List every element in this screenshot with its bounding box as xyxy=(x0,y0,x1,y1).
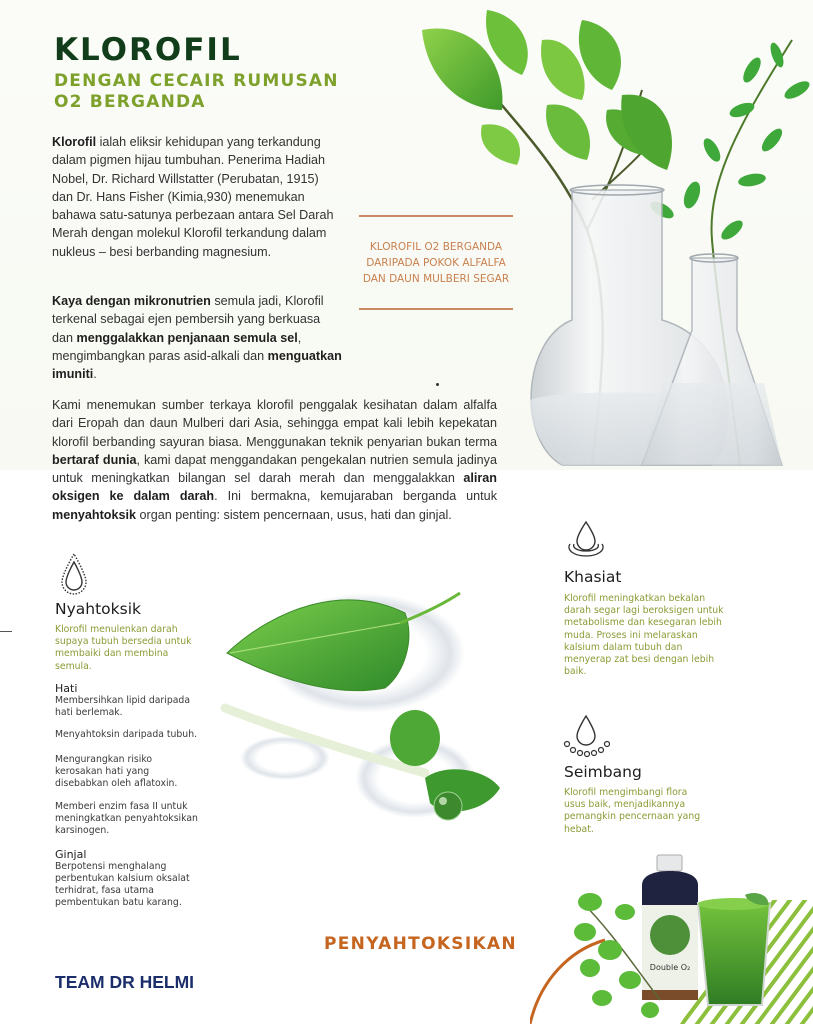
section-desc-seimbang: Klorofil mengimbangi flora usus baik, menjadikannya pemangkin pencernaan yang hebat. xyxy=(564,787,701,835)
bold-lead: Kaya dengan mikronutrien xyxy=(52,294,211,308)
paragraph-text: semula jadi, Klorofil terkenal sebagai ejen pembersih yang berkuasa dan xyxy=(52,294,324,345)
hati-item-3: Mengurangkan risiko kerosakan hati yang disebabkan oleh aflatoxin. xyxy=(55,754,178,789)
paragraph-text: , kami dapat menggandakan pengekalan nutrien semula jadinya untuk meningkatkan bilangan sel darah merah dan menggalakkan xyxy=(52,452,497,486)
water-drop-icon xyxy=(60,552,88,596)
section-title-khasiat: Khasiat xyxy=(564,568,622,586)
paragraph-text: . xyxy=(93,367,97,382)
bold-phrase: aliran oksigen ke dalam darah xyxy=(52,471,497,504)
product-bottle-juice-illustration xyxy=(530,840,813,1024)
paragraph-text: Kami menemukan sumber terkaya klorofil penggalak kesihatan dalam alfalfa dari Eropah dan daun Mulberi dari Asia, sehingga empat kali lebih kepekatan klorofil berbanding sayuran biasa. Menggunakan teknik penyarian bukan terma xyxy=(52,398,497,449)
section-title-seimbang: Seimbang xyxy=(564,763,642,781)
ginjal-text: Berpotensi menghalang perbentukan kalsium oksalat terhidrat, fasa utama pembentukan batu karang. xyxy=(55,861,190,908)
bold-phrase: menyahtoksik xyxy=(52,507,136,522)
section-desc-khasiat: Klorofil meningkatkan bekalan darah segar lagi beroksigen untuk metabolisme dan kesegaran lebih muda. Proses ini melaraskan kalsium dalam tubuh dan menyerap zat besi dengan lebih baik. xyxy=(564,593,724,678)
bold-phrase: menguatkan imuniti xyxy=(52,348,342,382)
paragraph-text: organ penting: sistem pencernaan, usus, hati dan ginjal. xyxy=(136,507,452,522)
page-title: KLOROFIL xyxy=(54,32,242,68)
subtitle-line-1: DENGAN CECAIR RUMUSAN xyxy=(54,71,339,91)
subheading-hati: Hati xyxy=(55,682,78,695)
page-subtitle xyxy=(54,71,394,113)
subtitle-line-2: O2 BERGANDA xyxy=(54,92,206,112)
team-signature: TEAM DR HELMI xyxy=(55,972,195,992)
hati-item-2: Menyahtoksin daripada tubuh. xyxy=(55,729,198,740)
left-rule xyxy=(0,631,12,632)
section-desc-nyahtoksik: Klorofil menulenkan darah supaya tubuh bersedia untuk membaiki dan membina semula. xyxy=(55,624,192,672)
intro-paragraph-1 xyxy=(52,133,342,261)
paragraph-text: , mengimbangkan paras asid-alkali dan xyxy=(52,330,302,363)
intro-paragraph-2 xyxy=(52,292,342,383)
section-title-nyahtoksik: Nyahtoksik xyxy=(55,600,141,618)
bold-lead: Klorofil xyxy=(52,135,97,149)
leaf-sprout-illustration xyxy=(215,578,515,843)
bottle-label: Double O₂ xyxy=(649,963,691,972)
subheading-ginjal: Ginjal xyxy=(55,848,87,861)
paragraph-text: . Ini bermakna, kemujaraban berganda untuk xyxy=(214,489,497,504)
hati-item-1: Membersihkan lipid daripada hati berlemak. xyxy=(55,695,191,718)
drop-balance-icon xyxy=(562,714,610,758)
plant-flask-illustration xyxy=(412,0,813,468)
drop-ripple-icon xyxy=(564,520,608,560)
hati-item-4: Memberi enzim fasa II untuk meningkatkan penyahtoksikan karsinogen. xyxy=(55,801,198,836)
paragraph-text: ialah eliksir kehidupan yang terkandung dalam pigmen hijau tumbuhan. Penerima Hadiah Nobel, Dr. Richard Willstatter (Perubatan, 1915) dan Dr. Hans Fisher (Kimia,930) menemukan bahawa satu-satunya perbezaan antara Sel Darah Merah dengan molekul Klorofil terkandung dalam nukleus – besi berbanding magnesium. xyxy=(52,135,334,259)
bold-phrase: bertaraf dunia xyxy=(52,452,137,467)
callout-text: KLOROFIL O2 BERGANDA DARIPADA POKOK ALFALFA DAN DAUN MULBERI SEGAR xyxy=(362,240,510,285)
bold-phrase: menggalakkan penjanaan semula sel xyxy=(76,330,298,345)
penyahtoksikan-heading: PENYAHTOKSIKAN xyxy=(324,934,517,954)
